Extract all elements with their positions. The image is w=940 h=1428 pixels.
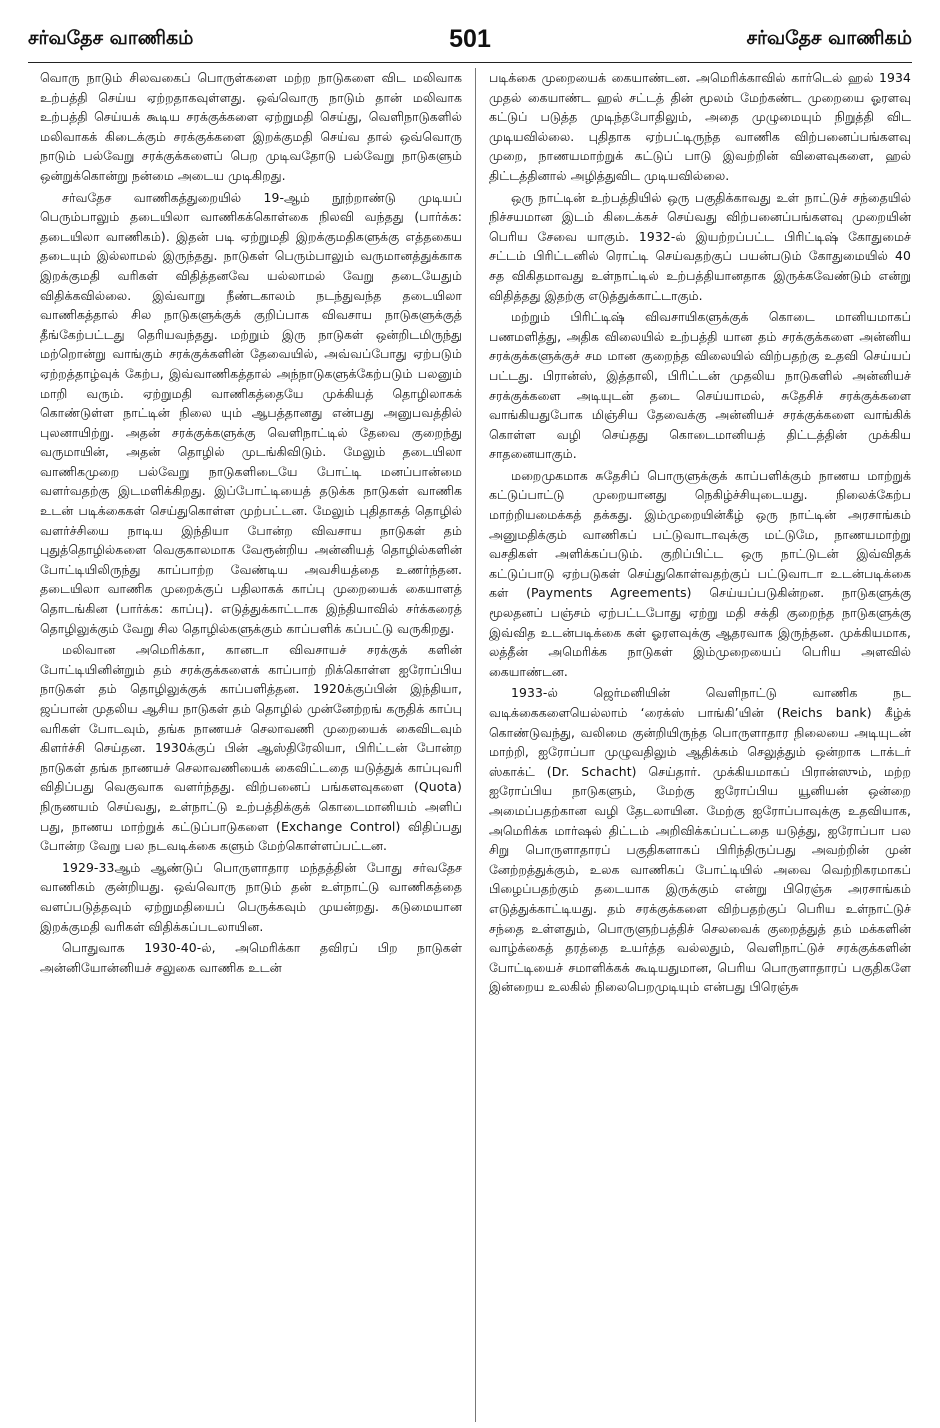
left-column [40, 68, 462, 979]
paragraph: மற்றும் பிரிட்டிஷ் விவசாயிகளுக்குக் கொடை மானியமாகப் பணமளித்து, அதிக விலையில் உற்பத்தி யான தம் சரக்குக்களை அன்னிய சரக்குக்களுக்குச் சம மான குறைந்த விலையில் விற்பதற்கு உதவி செய்யப் பட்டது. பிரான்ஸ், இத்தாலி, பிரிட்டன் முதலிய நாடுகளில் அன்னியச் சரக்குக்களை அடியுடன் தடை செய்யாமல், சுதேசிச் சரக்குக்களை வாங்கியதுபோக மிஞ்சிய தேவைக்கு அன்னியச் சரக்குக்களை வாங்கிக் கொள்ள வழி செய்தது கொடைமானியத் திட்டத்தின் முக்கிய சாதனையாகும். [489, 309, 911, 462]
column-divider [475, 68, 476, 1422]
page-number: 501 [449, 24, 491, 53]
paragraph: வொரு நாடும் சிலவகைப் பொருள்களை மற்ற நாடுகளை விட மலிவாக உற்பத்தி செய்ய ஏற்றதாகவுள்ளது. ஒவ்வொரு நாடும் தான் மலிவாக உற்பத்தி செய்யக் கூடிய சரக்குக்களை ஏற்றுமதி செய்து, வெளிநாடுகளில் மலிவாகக் கிடைக்கும் சரக்குக்களை இறக்குமதி செய்வ தால் ஒவ்வொரு நாடும் பல்வேறு சரக்குக்களைப் பெற முடிவதோடு பல்வேறு நாடுகளும் ஒன்றுக்கொன்று நன்மை அடைய முடிகிறது. [40, 70, 462, 183]
page-header [28, 22, 912, 56]
paragraph: மறைமுகமாக சுதேசிப் பொருளுக்குக் காப்பளிக்கும் நாணய மாற்றுக் கட்டுப்பாட்டு முறையானது நெகிழ்ச்சியுடையது. நிலைக்கேற்ப மாற்றியமைக்கத் தக்கது. இம்முறையின்கீழ் ஒரு நாட்டின் அரசாங்கம் அனுமதிக்கும் வாணிகப் பட்டுவாடாவுக்கு மட்டுமே, நாணயமாற்று வசதிகள் அளிக்கப்படும். குறிப்பிட்ட ஒரு நாட்டுடன் இவ்விதக் கட்டுப்பாடு ஏற்படுகள் செய்துகொள்வதற்குப் பட்டுவாடா உடன்படிக்கை கள் (Payments Agreements) செய்யப்படுகின்றன. நாடுகளுக்கு மூலதனப் பஞ்சம் ஏற்பட்டபோது ஏற்று மதி சக்தி குறைந்த நாடுகளுக்கு இவ்வித உடன்படிக்கை கள் ஓரளவுக்கு ஆதரவாக இருந்தன. முக்கியமாக, லத்தீன் அமெரிக்க நாடுகள் இம்முறையைப் பெரிய அளவில் கையாண்டன. [489, 467, 911, 679]
paragraph: சர்வதேச வாணிகத்துறையில் 19-ஆம் நூற்றாண்டு முடியப் பெரும்பாலும் தடையிலா வாணிகக்கொள்கை நிலவி வந்தது (பார்க்க: தடையிலா வாணிகம்). இதன் படி ஏற்றுமதி இறக்குமதிகளுக்கு எத்தகைய தடையும் இல்லாமல் இருந்தது. நாடுகள் பெரும்பாலும் வருமானத்துக்காக இறக்குமதி வரிகள் விதித்தனவே யல்லாமல் வேறு தடையேதும் விதிக்கவில்லை. இவ்வாறு நீண்டகாலம் நடந்துவந்த தடையிலா வாணிகத்தால் சில நாடுகளுக்குக் குறிப்பாக விவசாய நாடுகளுக்குத் தீங்கேற்பட்டது தெரியவந்தது. மற்றும் இரு நாடுகள் ஒன்றிடமிருந்து மற்றொன்று வாங்கும் சரக்குக்களின் தேவையில், அவ்வப்போது ஏற்படும் ஏற்றத்தாழ்வுக் கேற்ப, இவ்வாணிகத்தால் அந்நாடுகளுக்கேற்படும் பலனும் மாறி வரும். ஏற்றுமதி வாணிகத்தையே முக்கியத் தொழிலாகக் கொண்டுள்ள நாட்டின் நிலை யும் ஆபத்தானது என்பது அனுபவத்தில் புலனாயிற்று. அதன் சரக்குக்களுக்கு வெளிநாட்டில் தேவை குறைந்து வருமாயின், அதன் தொழில் முடங்கிவிடும். மேலும் தடையிலா வாணிகமுறை பல்வேறு நாடுகளிடையே போட்டி மனப்பான்மை வளர்வதற்கு இடமளிக்கிறது. இப்போட்டியைத் தடுக்க நாடுகள் வாணிக உடன் படிக்கைகள் செய்துகொள்ள முற்பட்டன. மேலும் புதிதாகத் தொழில் வளர்ச்சியை நாடிய இந்தியா போன்ற விவசாய நாடுகள் தம் புதுத்தொழில்களை வெகுகாலமாக வேரூன்றிய அன்னியத் தொழில்களின் போட்டியிலிருந்து காப்பாற்ற வேண்டிய அவசியத்தை உணர்ந்தன. தடையிலா வாணிக முறைக்குப் பதிலாகக் காப்பு முறையைக் கையாளத் தொடங்கின (பார்க்க: காப்பு). எடுத்துக்காட்டாக இந்தியாவில் சர்க்கரைத் தொழிலுக்கும் வேறு சில தொழில்களுக்கும் காப்பளிக் கப்பட்டு வருகிறது. [40, 189, 462, 636]
header-rule [28, 62, 912, 63]
paragraph: ஒரு நாட்டின் உற்பத்தியில் ஒரு பகுதிக்காவது உள் நாட்டுச் சந்தையில் நிச்சயமான இடம் கிடைக்கச் செய்வது விற்பனைப்பங்களவு முறையின் பெரிய சேவை யாகும். 1932-ல் இயற்றப்பட்ட பிரிட்டிஷ் கோதுமைச் சட்டம் பிரிட்டனில் ரொட்டி செய்வதற்குப் பயன்படும் கோதுமையில் 40 சத விகிதமாவது உள்நாட்டில் உற்பத்தியானதாக இருக்கவேண்டும் என்று விதித்தது இதற்கு எடுத்துக்காட்டாகும். [489, 189, 911, 303]
paragraph: மலிவான அமெரிக்கா, கானடா விவசாயச் சரக்குக் களின் போட்டியினின்றும் தம் சரக்குக்களைக் காப்பாற் றிக்கொள்ள ஐரோப்பிய நாடுகள் தம் தொழிலுக்குக் காப்பளித்தன. 1920க்குப்பின் இந்தியா, ஜப்பான் முதலிய ஆசிய நாடுகள் தம் தொழில் முன்னேற்றங் கருதிக் காப்பு வரிகள் போடவும், தங்க நாணயச் செலாவணி முறையைக் கைவிடவும் கிளர்ச்சி செய்தன. 1930க்குப் பின் ஆஸ்திரேலியா, பிரிட்டன் போன்ற நாடுகள் தங்க நாணயச் செலாவணியைக் கைவிட்டதை யடுத்துக் காப்புவரி விதிப்பது வெகுவாக வளர்ந்தது. விற்பனைப் பங்களவுகளை (Quota) நிருணயம் செய்வது, உள்நாட்டு உற்பத்திக்குக் கொடைமானியம் அளிப் பது, நாணய மாற்றுக் கட்டுப்பாடுகளை (Exchange Control) விதிப்பது போன்ற வேறு பல நடவடிக்கை களும் மேற்கொள்ளப்பட்டன. [40, 642, 462, 854]
paragraph: 1929-33ஆம் ஆண்டுப் பொருளாதார மந்தத்தின் போது சர்வதேச வாணிகம் குன்றியது. ஒவ்வொரு நாடும் தன் உள்நாட்டு வாணிகத்தை வளப்படுத்தவும் ஏற்றுமதியைப் பெருக்கவும் முயன்றது. கடுமையான இறக்குமதி வரிகள் விதிக்கப்படலாயின. [40, 859, 462, 934]
right-column [489, 68, 911, 999]
paragraph: பொதுவாக 1930-40-ல், அமெரிக்கா தவிரப் பிற நாடுகள் அன்னியோன்னியச் சலுகை வாணிக உடன் [40, 940, 462, 975]
paragraph: 1933-ல் ஜெர்மனியின் வெளிநாட்டு வாணிக நட வடிக்கைகளையெல்லாம் ‘ரைக்ஸ் பாங்கி’யின் (Reichs bank) கீழ்க் கொண்டுவந்து, வலிமை குன்றியிருந்த பொருளாதார நிலையை அடியுடன் மாற்றி, ஐரோப்பா முழுவதிலும் ஆதிக்கம் செலுத்தும் ஒன்றாக டாக்டர் ஸ்காக்ட் (Dr. Schacht) செய்தார். முக்கியமாகப் பிரான்ஸும், மற்ற ஐரோப்பிய நாடுகளும், மேற்கு ஐரோப்பிய யூனியன் ஒன்றை அமைப்பதற்கான வழி தேடலாயின. மேற்கு ஐரோப்பாவுக்கு உதவியாக, அமெரிக்க மார்ஷல் திட்டம் அறிவிக்கப்பட்டதை யடுத்து, ஐரோப்பா பல சிறு பொருளாதாரப் பகுதிகளாகப் பிரிந்திருப்பது அவற்றின் முன் னேற்றத்துக்கும், உலக வாணிகப் போட்டியில் அவை வெற்றிகரமாகப் பிழைப்பதற்கும் தடையாக இருக்கும் என்று பிரெஞ்சு அரசாங்கம் எடுத்துக்காட்டியது. தம் சரக்குக்களை விற்பதற்குப் பெரிய உள்நாட்டுச் சந்தை உள்ளதும், பொருளுற்பத்திச் செலவைக் குறைத்துத் தம் மக்களின் வாழ்க்கைத் தரத்தை உயர்த்த வல்லதும், வெளிநாட்டுச் சரக்குக்களின் போட்டியைச் சமாளிக்கக் கூடியதுமான, பெரிய பொருளாதாரப் பகுதிகளே இன்றைய உலகில் நிலைபெறமுடியும் என்பது பிரெஞ்சு [489, 685, 911, 995]
paragraph: படிக்கை முறையைக் கையாண்டன. அமெரிக்காவில் கார்டெல் ஹல் 1934 முதல் கையாண்ட ஹல் சட்டத் தின் மூலம் மேற்கண்ட முறையை ஓரளவு கட்டுப் படுத்த முடிந்தபோதிலும், அதை முழுமையும் நிறுத்தி விட முடியவில்லை. புதிதாக ஏற்பட்டிருந்த வாணிக விற்பனைப்பங்களவு முறை, நாணயமாற்றுக் கட்டுப் பாடு இவற்றின் விளைவுகளை, ஹல் திட்டத்தினால் அழித்துவிட முடியவில்லை. [489, 70, 911, 183]
header-left-title: சர்வதேச வாணிகம் [28, 26, 194, 49]
header-right-title: சர்வதேச வாணிகம் [746, 26, 912, 49]
